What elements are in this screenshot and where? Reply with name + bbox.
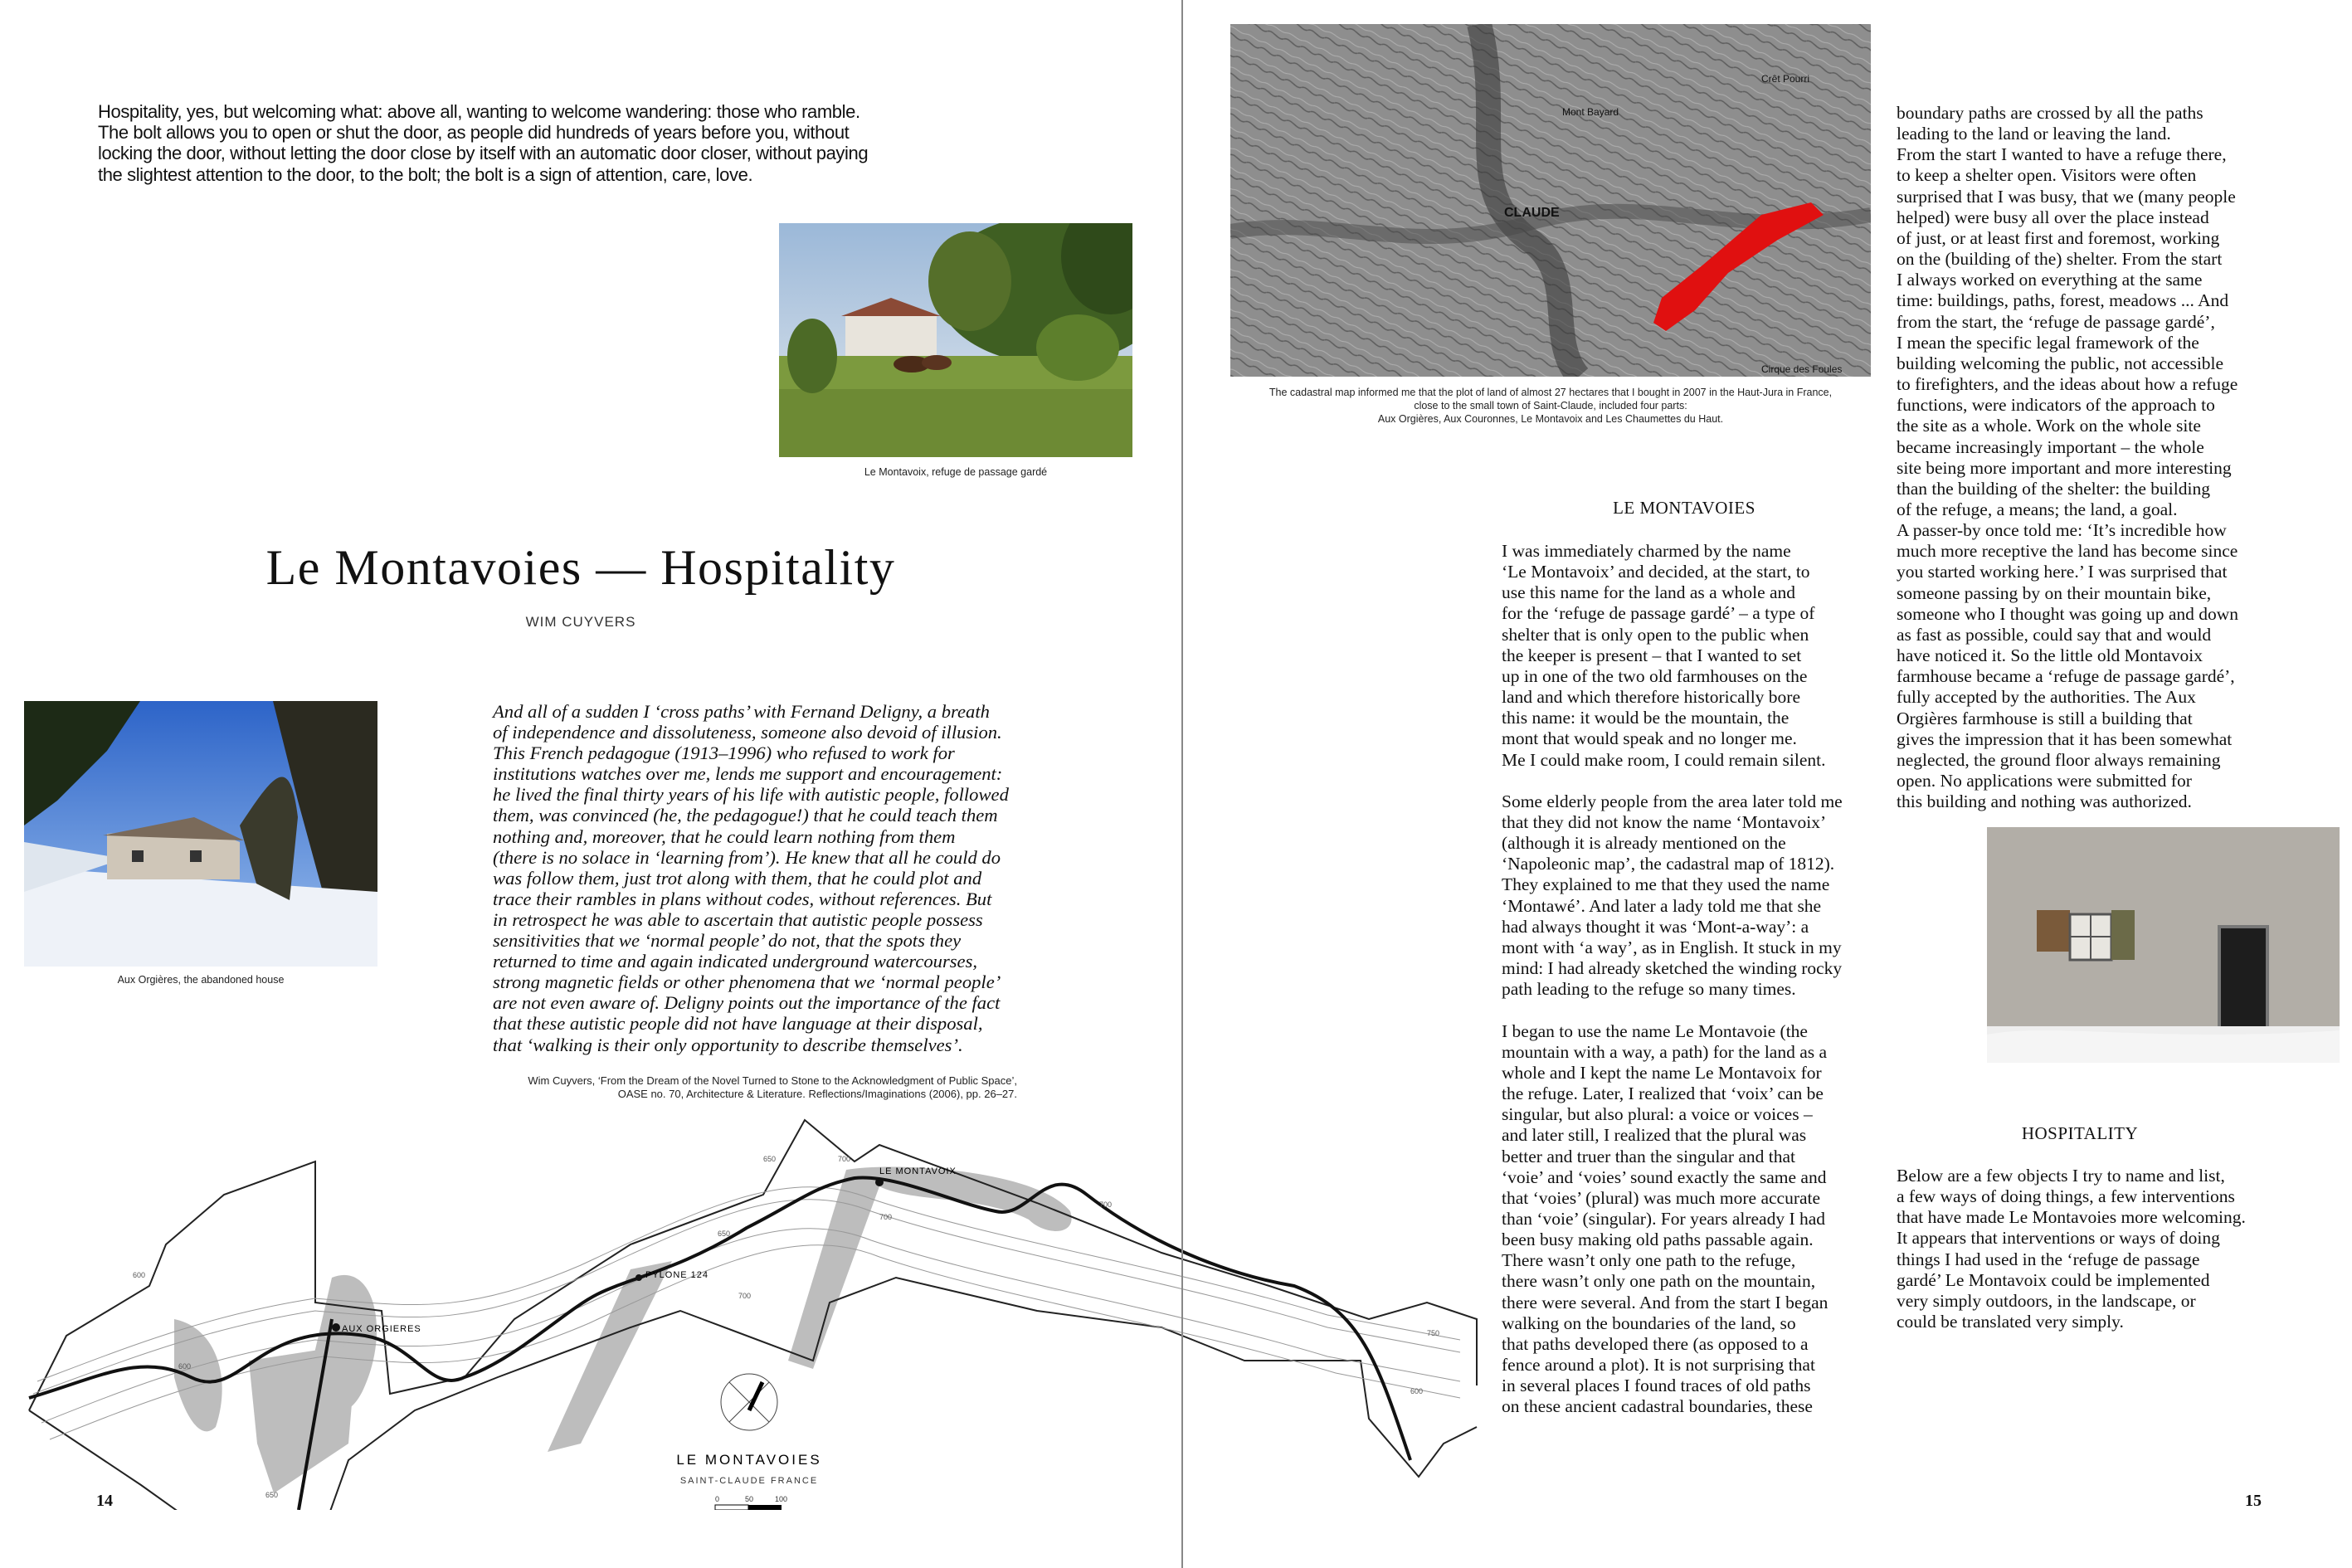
text-line: the site as a whole. Work on the whole site <box>1897 416 2201 436</box>
contour-label: 700 <box>1099 1200 1113 1209</box>
photo2-caption: Aux Orgières, the abandoned house <box>117 974 285 986</box>
text-line: mind: I had already sketched the winding rocky <box>1502 958 1843 979</box>
column2-text <box>1897 103 2238 812</box>
text-line: ‘Le Montavoix’ and decided, at the start, to <box>1502 562 1810 582</box>
text-line: returned to time and again indicated underground watercourses, <box>493 951 978 972</box>
text-line: close to the small town of Saint-Claude, included four parts: <box>1414 400 1687 411</box>
text-line: Aux Orgières, Aux Couronnes, Le Montavoix and Les Chaumettes du Haut. <box>1377 413 1724 425</box>
text-line: mont that would speak and no longer me. <box>1502 728 1797 749</box>
text-line: this name: it would be the mountain, the <box>1502 708 1790 728</box>
map-label: Cirque des Foules <box>1761 363 1843 375</box>
section-heading-hospitality: HOSPITALITY <box>2021 1123 2139 1143</box>
text-line: It appears that interventions or ways of doing <box>1897 1228 2220 1249</box>
text-line: you started working here.’ I was surprised that <box>1897 562 2228 582</box>
text-line: that have made Le Montavoies more welcoming. <box>1897 1207 2246 1228</box>
plan-contour-lines <box>33 1187 1460 1439</box>
text-line: gives the impression that it has been somewhat <box>1897 728 2233 749</box>
scale-tick: 50 <box>745 1495 754 1503</box>
author-name: WIM CUYVERS <box>525 614 636 630</box>
text-line: in retrospect he was able to ascertain that autistic people possess <box>493 908 983 930</box>
text-line: leading to the land or leaving the land. <box>1897 124 2171 144</box>
text-line: OASE no. 70, Architecture & Literature. Reflections/Imaginations (2006), pp. 26–27. <box>617 1088 1017 1100</box>
text-line: mountain with a way, a path) for the land as a <box>1502 1041 1828 1062</box>
text-line: things I had used in the ‘refuge de passage <box>1897 1249 2200 1269</box>
text-line: land and which therefore historically bore <box>1502 687 1800 708</box>
text-line: ‘Napoleonic map’, the cadastral map of 1812). <box>1502 854 1835 874</box>
text-line: nothing and, moreover, that he could learn nothing from them <box>493 825 956 847</box>
section-heading-le-montavoies: LE MONTAVOIES <box>1613 498 1755 518</box>
text-line: and later still, I realized that the plural was <box>1502 1125 1807 1146</box>
text-line: the slightest attention to the door, to the bolt; the bolt is a sign of attention, care, love. <box>98 163 753 185</box>
text-line: neglected, the ground floor always remaining <box>1897 749 2221 770</box>
text-line: very simply outdoors, in the landscape, or <box>1897 1290 2196 1311</box>
text-line: someone passing by on their mountain bike, <box>1897 582 2212 603</box>
plan-label-le-montavoix: LE MONTAVOIX <box>879 1166 957 1176</box>
paragraph <box>1502 1021 1843 1418</box>
plan-title: LE MONTAVOIES <box>676 1452 822 1468</box>
scale-bar <box>715 1495 787 1510</box>
page-number-right: 15 <box>2245 1492 2262 1510</box>
quote-citation <box>493 1074 1017 1101</box>
text-line: Me I could make room, I could remain silent. <box>1502 749 1826 770</box>
text-line: that they did not know the name ‘Montavoix’ <box>1502 812 1827 833</box>
text-line: trace their rambles in plans without codes, without references. But <box>493 888 992 909</box>
page-number-left: 14 <box>96 1492 113 1510</box>
contour-label: 750 <box>1427 1329 1440 1337</box>
text-line: fully accepted by the authorities. The Aux <box>1897 687 2196 708</box>
text-line: (although it is already mentioned on the <box>1502 833 1786 854</box>
text-line: are not even aware of. Deligny points out the importance of the fact <box>493 992 1001 1014</box>
text-line: to keep a shelter open. Visitors were often <box>1897 165 2197 186</box>
map-label: CLAUDE <box>1504 206 1560 220</box>
text-line: strong magnetic fields or other phenomena that we ‘normal people’ <box>493 971 1001 993</box>
photo1-caption: Le Montavoix, refuge de passage gardé <box>864 466 1048 478</box>
photo-farmhouse-facade <box>1987 827 2340 1063</box>
deligny-quote <box>493 701 1009 1055</box>
text-line: to firefighters, and the ideas about how a refuge <box>1897 374 2238 395</box>
text-line: Hospitality, yes, but welcoming what: above all, wanting to welcome wandering: those who ramble. <box>98 101 860 122</box>
text-line: in several places I found traces of old paths <box>1502 1376 1811 1396</box>
text-line: there were several. And from the start I began <box>1502 1292 1829 1312</box>
text-line: there wasn’t only one path on the mountain, <box>1502 1271 1816 1292</box>
text-line: ‘Montawé’. And later a lady told me that she <box>1502 895 1822 916</box>
text-line: I mean the specific legal framework of the <box>1897 332 2199 353</box>
cadastral-map-image <box>1230 24 1871 377</box>
text-line: someone who I thought was going up and down <box>1897 603 2239 624</box>
text-line: The bolt allows you to open or shut the door, as people did hundreds of years before you, without <box>98 122 850 144</box>
text-line: boundary paths are crossed by all the paths <box>1897 103 2203 123</box>
text-line: that ‘voies’ (plural) was much more accurate <box>1502 1187 1821 1208</box>
text-line: the refuge. Later, I realized that ‘voix’ can be <box>1502 1083 1824 1104</box>
text-line: farmhouse became a ‘refuge de passage gardé’, <box>1897 666 2235 687</box>
text-line: from the start, the ‘refuge de passage gardé’, <box>1897 311 2215 332</box>
contour-label: 600 <box>178 1362 192 1371</box>
text-line: much more receptive the land has become since <box>1897 541 2238 562</box>
text-line: that ‘walking is their only opportunity to describe themselves’. <box>493 1034 963 1055</box>
contour-label: 650 <box>763 1155 777 1163</box>
text-line: was follow them, just trot along with them, that he could plot and <box>493 867 982 889</box>
text-line: site being more important and more interesting <box>1897 457 2232 478</box>
text-line: ‘voie’ and ‘voies’ sound exactly the same and <box>1502 1166 1827 1187</box>
page-gutter-divider <box>1181 0 1183 1568</box>
text-line: than the building of the shelter: the building <box>1897 478 2210 499</box>
text-line: building welcoming the public, not accessible <box>1897 353 2224 373</box>
text-line: could be translated very simply. <box>1897 1312 2124 1332</box>
text-line: (there is no solace in ‘learning from’). He knew that all he could do <box>493 846 1001 868</box>
text-line: And all of a sudden I ‘cross paths’ with Fernand Deligny, a breath <box>493 701 990 722</box>
text-line: functions, were indicators of the approach to <box>1897 395 2215 416</box>
text-line: than ‘voie’ (singular). For years already I had <box>1502 1208 1826 1229</box>
section1-text <box>1502 541 1843 1418</box>
text-line: of the refuge, a means; the land, a goal. <box>1897 499 2178 519</box>
text-line: I was immediately charmed by the name <box>1502 541 1791 561</box>
text-line: surprised that I was busy, that we (many people <box>1897 186 2236 207</box>
plan-subtitle: SAINT-CLAUDE FRANCE <box>679 1476 819 1486</box>
site-plan-map <box>0 1112 1485 1510</box>
text-line: on these ancient cadastral boundaries, these <box>1502 1396 1813 1417</box>
text-line: A passer-by once told me: ‘It’s incredible how <box>1897 520 2227 541</box>
map-label: Crêt Pourri <box>1761 73 1810 85</box>
scale-tick: 0 <box>715 1495 720 1503</box>
text-line: time: buildings, paths, forest, meadows ... And <box>1897 290 2229 311</box>
contour-label: 700 <box>838 1155 851 1163</box>
text-line: of independence and dissoluteness, someone also devoid of illusion. <box>493 722 1002 743</box>
text-line: Some elderly people from the area later told me <box>1502 791 1843 811</box>
text-line: he lived the final thirty years of his life with autistic people, followed <box>493 784 1009 806</box>
cadastral-map-caption <box>1230 386 1871 426</box>
text-line: use this name for the land as a whole and <box>1502 582 1796 603</box>
text-line: of just, or at least first and foremost, working <box>1897 227 2220 248</box>
text-line: been busy making old paths passable again. <box>1502 1230 1814 1250</box>
text-line: I began to use the name Le Montavoie (the <box>1502 1020 1808 1041</box>
text-line: them, was convinced (he, the pedagogue!) that he could teach them <box>493 805 998 826</box>
text-line: fence around a plot). It is not surprising that <box>1502 1355 1815 1376</box>
text-line: They explained to me that they used the name <box>1502 874 1830 895</box>
paragraph <box>1502 541 1843 771</box>
text-line: that these autistic people did not have language at their disposal, <box>493 1013 983 1035</box>
text-line: This French pedagogue (1913–1996) who refused to work for <box>493 743 955 764</box>
text-line: There wasn’t only one path to the refuge, <box>1502 1250 1796 1271</box>
text-line: locking the door, without letting the door close by itself with an automatic door closer, without paying <box>98 143 869 164</box>
text-line: had always thought it was ‘Mont-a-way’: a <box>1502 916 1809 937</box>
text-line: as fast as possible, could say that and would <box>1897 624 2212 645</box>
photo-aux-orgieres-house <box>24 701 377 967</box>
text-line: path leading to the refuge so many times. <box>1502 979 1796 1000</box>
text-line: that paths developed there (as opposed to a <box>1502 1333 1809 1354</box>
contour-label: 600 <box>1410 1387 1424 1395</box>
text-line: open. No applications were submitted for <box>1897 771 2192 791</box>
paragraph <box>1502 791 1843 1001</box>
plan-label-aux-orgieres: AUX ORGIERES <box>342 1324 421 1334</box>
north-arrow-icon <box>721 1374 777 1430</box>
text-line: whole and I kept the name Le Montavoix for <box>1502 1062 1822 1083</box>
plan-label-pylone: PYLONE 124 <box>645 1270 709 1280</box>
text-line: From the start I wanted to have a refuge there, <box>1897 144 2227 165</box>
contour-label: 650 <box>718 1230 731 1238</box>
photo-le-montavoix-refuge <box>779 223 1132 457</box>
text-line: helped) were busy all over the place instead <box>1897 207 2209 227</box>
contour-label: 650 <box>265 1491 279 1499</box>
contour-label: 700 <box>879 1213 893 1221</box>
contour-label: 700 <box>738 1292 752 1300</box>
text-line: Orgières farmhouse is still a building that <box>1897 708 2193 728</box>
text-line: gardé’ Le Montavoix could be implemented <box>1897 1269 2210 1290</box>
text-line: I always worked on everything at the same <box>1897 270 2203 290</box>
text-line: up in one of the two old farmhouses on the <box>1502 665 1808 686</box>
text-line: institutions watches over me, lends me support and encouragement: <box>493 763 1003 785</box>
article-title: Le Montavoies — Hospitality <box>265 540 896 595</box>
text-line: have noticed it. So the little old Montavoix <box>1897 645 2203 666</box>
text-line: mont with ‘a way’, as in English. It stuck in my <box>1502 937 1842 957</box>
text-line: on the (building of the) shelter. From the start <box>1897 249 2223 270</box>
text-line: Below are a few objects I try to name and list, <box>1897 1166 2225 1186</box>
map-label: Mont Bayard <box>1562 106 1619 118</box>
scale-tick: 100 <box>775 1495 788 1503</box>
text-line: for the ‘refuge de passage gardé’ – a type of <box>1502 603 1815 624</box>
intro-paragraph <box>98 101 868 185</box>
text-line: became increasingly important – the whole <box>1897 436 2204 457</box>
contour-label: 600 <box>133 1271 146 1279</box>
text-line: a few ways of doing things, a few interventions <box>1897 1186 2235 1207</box>
text-line: Wim Cuyvers, ‘From the Dream of the Novel Turned to Stone to the Acknowledgment of Public Space’, <box>528 1074 1017 1087</box>
text-line: this building and nothing was authorized. <box>1897 791 2192 812</box>
text-line: better and truer than the singular and that <box>1502 1146 1796 1166</box>
text-line: The cadastral map informed me that the plot of land of almost 27 hectares that I bought in 2007 in the Haut-Jura in France, <box>1269 387 1833 398</box>
text-line: shelter that is only open to the public when <box>1502 624 1809 645</box>
text-line: sensitivities that we ‘normal people’ do not, that the spots they <box>493 930 962 952</box>
text-line: singular, but also plural: a voice or voices – <box>1502 1104 1813 1125</box>
section2-text <box>1897 1166 2246 1332</box>
text-line: the keeper is present – that I wanted to set <box>1502 645 1802 665</box>
text-line: walking on the boundaries of the land, so <box>1502 1312 1796 1333</box>
